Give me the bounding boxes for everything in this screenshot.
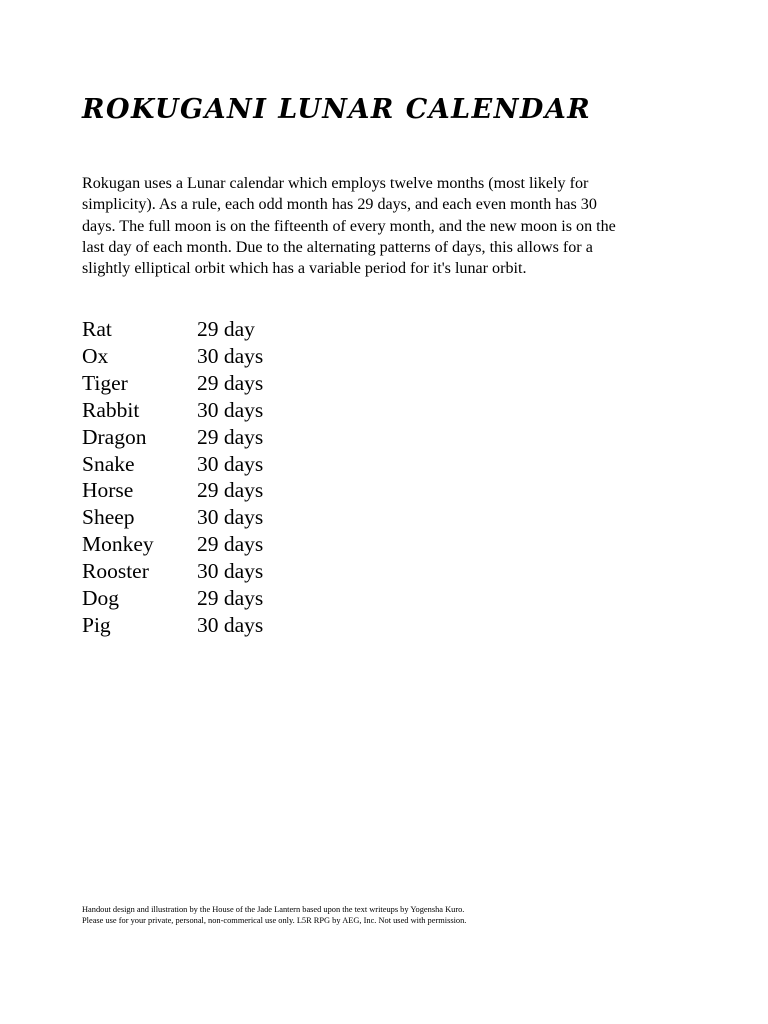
month-row bbox=[82, 612, 263, 639]
month-name: Dragon bbox=[82, 424, 147, 449]
page-title: ROKUGANI LUNAR CALENDAR bbox=[82, 94, 592, 125]
month-row bbox=[82, 558, 263, 585]
month-row bbox=[82, 585, 263, 612]
month-name: Rabbit bbox=[82, 397, 140, 422]
month-name: Sheep bbox=[82, 505, 135, 530]
intro-line: simplicity). As a rule, each odd month has 29 days, and each even month has 30 bbox=[82, 196, 597, 214]
month-name: Tiger bbox=[82, 370, 128, 395]
intro-line: days. The full moon is on the fifteenth of every month, and the new moon is on the bbox=[82, 217, 616, 235]
month-row bbox=[82, 343, 263, 370]
month-name: Snake bbox=[82, 451, 135, 476]
month-days: 30 days bbox=[197, 343, 264, 368]
month-name: Ox bbox=[82, 343, 109, 368]
month-row bbox=[82, 531, 263, 558]
month-days: 30 days bbox=[197, 559, 264, 584]
month-days: 29 days bbox=[197, 586, 264, 611]
month-days: 30 days bbox=[197, 505, 264, 530]
month-row bbox=[82, 451, 263, 478]
intro-line: Rokugan uses a Lunar calendar which employs twelve months (most likely for bbox=[82, 175, 589, 192]
footer-credits bbox=[82, 904, 466, 926]
month-name: Rooster bbox=[82, 559, 149, 584]
footer-line: Handout design and illustration by the House of the Jade Lantern based upon the text writeups by Yogensha Kuro. bbox=[82, 905, 465, 914]
month-days: 29 days bbox=[197, 424, 264, 449]
month-name: Rat bbox=[82, 317, 112, 341]
month-row bbox=[82, 370, 263, 397]
month-days: 29 days bbox=[197, 370, 264, 395]
month-days: 29 days bbox=[197, 478, 264, 503]
month-row bbox=[82, 504, 263, 531]
month-name: Dog bbox=[82, 586, 120, 611]
intro-paragraph bbox=[82, 173, 682, 279]
month-row bbox=[82, 397, 263, 424]
month-row bbox=[82, 316, 263, 343]
footer-line: Please use for your private, personal, non-commerical use only. L5R RPG by AEG, Inc. Not used with permission. bbox=[82, 916, 467, 925]
month-days: 30 days bbox=[197, 612, 264, 637]
month-row bbox=[82, 477, 263, 504]
month-days: 30 days bbox=[197, 397, 264, 422]
intro-line: slightly elliptical orbit which has a variable period for it's lunar orbit. bbox=[82, 260, 527, 278]
month-days: 29 days bbox=[197, 532, 264, 557]
month-name: Monkey bbox=[82, 532, 154, 557]
month-name: Horse bbox=[82, 478, 134, 503]
month-list bbox=[82, 316, 263, 639]
month-days: 30 days bbox=[197, 451, 264, 476]
month-row bbox=[82, 424, 263, 451]
month-name: Pig bbox=[82, 612, 111, 637]
intro-line: last day of each month. Due to the alternating patterns of days, this allows for a bbox=[82, 238, 593, 256]
month-days: 29 day bbox=[197, 317, 255, 341]
